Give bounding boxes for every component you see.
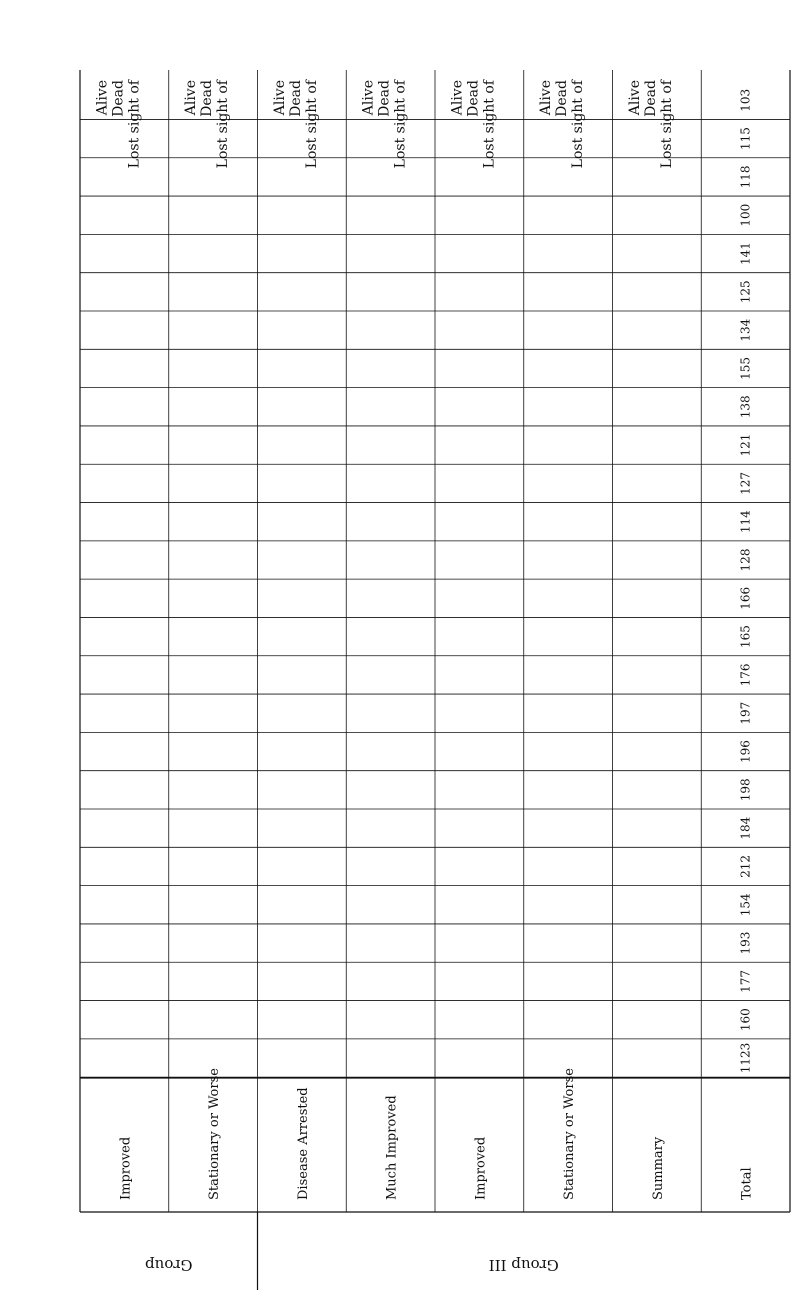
column-total: 128 — [738, 548, 753, 572]
category-label: Improved — [118, 1136, 134, 1200]
header-row-label: Lost sight of — [658, 80, 675, 169]
column-total: 1123 — [738, 1042, 753, 1074]
column-total: 114 — [738, 510, 753, 534]
column-total: 197 — [738, 701, 753, 725]
column-total: 155 — [738, 357, 753, 380]
header-row-label: Lost sight of — [481, 80, 498, 169]
column-total: 165 — [738, 625, 753, 649]
column-total: 160 — [738, 1008, 753, 1032]
header-row-label: Alive — [626, 80, 643, 116]
header-row-label: Dead — [465, 80, 482, 117]
column-total: 166 — [738, 586, 753, 610]
header-row-label: Dead — [287, 80, 304, 117]
header-row-label: Lost sight of — [570, 80, 587, 169]
column-total: 184 — [738, 816, 753, 840]
category-label: Stationary or Worse — [207, 1068, 223, 1200]
category-label: Much Improved — [384, 1095, 400, 1200]
header-row-label: Alive — [449, 80, 466, 116]
column-total: 134 — [738, 318, 753, 342]
column-total: 118 — [738, 165, 753, 189]
column-total: 121 — [738, 433, 753, 457]
column-total: 141 — [738, 242, 753, 265]
category-label: Summary — [650, 1136, 666, 1200]
header-row-label: Dead — [642, 80, 659, 117]
column-total: 125 — [738, 280, 753, 304]
column-total: 154 — [738, 893, 753, 917]
column-total: 193 — [738, 931, 753, 955]
column-total: 196 — [738, 740, 753, 763]
header-row-label: Dead — [376, 80, 393, 117]
header-row-label: Dead — [110, 80, 127, 117]
header-row-label: Lost sight of — [303, 80, 320, 169]
header-row-label: Dead — [554, 80, 571, 117]
category-label: Total — [739, 1167, 755, 1200]
header-row-label: Lost sight of — [215, 80, 232, 169]
column-total: 176 — [738, 663, 753, 687]
category-label: Disease Arrested — [295, 1087, 311, 1200]
header-row-label: Dead — [199, 80, 216, 117]
group-label: Group — [145, 1256, 193, 1274]
header-row-label: Alive — [94, 80, 111, 116]
category-label: Improved — [473, 1136, 489, 1200]
column-total: 103 — [738, 88, 753, 112]
header-row-label: Alive — [271, 80, 288, 116]
column-total: 100 — [738, 203, 753, 227]
header-row-label: Alive — [360, 80, 377, 116]
header-row-label: Alive — [183, 80, 200, 116]
column-total: 177 — [738, 969, 753, 993]
column-total: 198 — [738, 778, 753, 802]
column-total: 212 — [738, 855, 753, 878]
header-row-label: Alive — [538, 80, 555, 116]
header-row-label: Lost sight of — [126, 80, 143, 169]
header-row-label: Lost sight of — [392, 80, 409, 169]
group-label: Group III — [488, 1256, 559, 1274]
category-label: Stationary or Worse — [562, 1068, 578, 1200]
column-total: 138 — [738, 395, 753, 419]
column-total: 127 — [738, 471, 753, 495]
column-total: 115 — [738, 127, 753, 151]
